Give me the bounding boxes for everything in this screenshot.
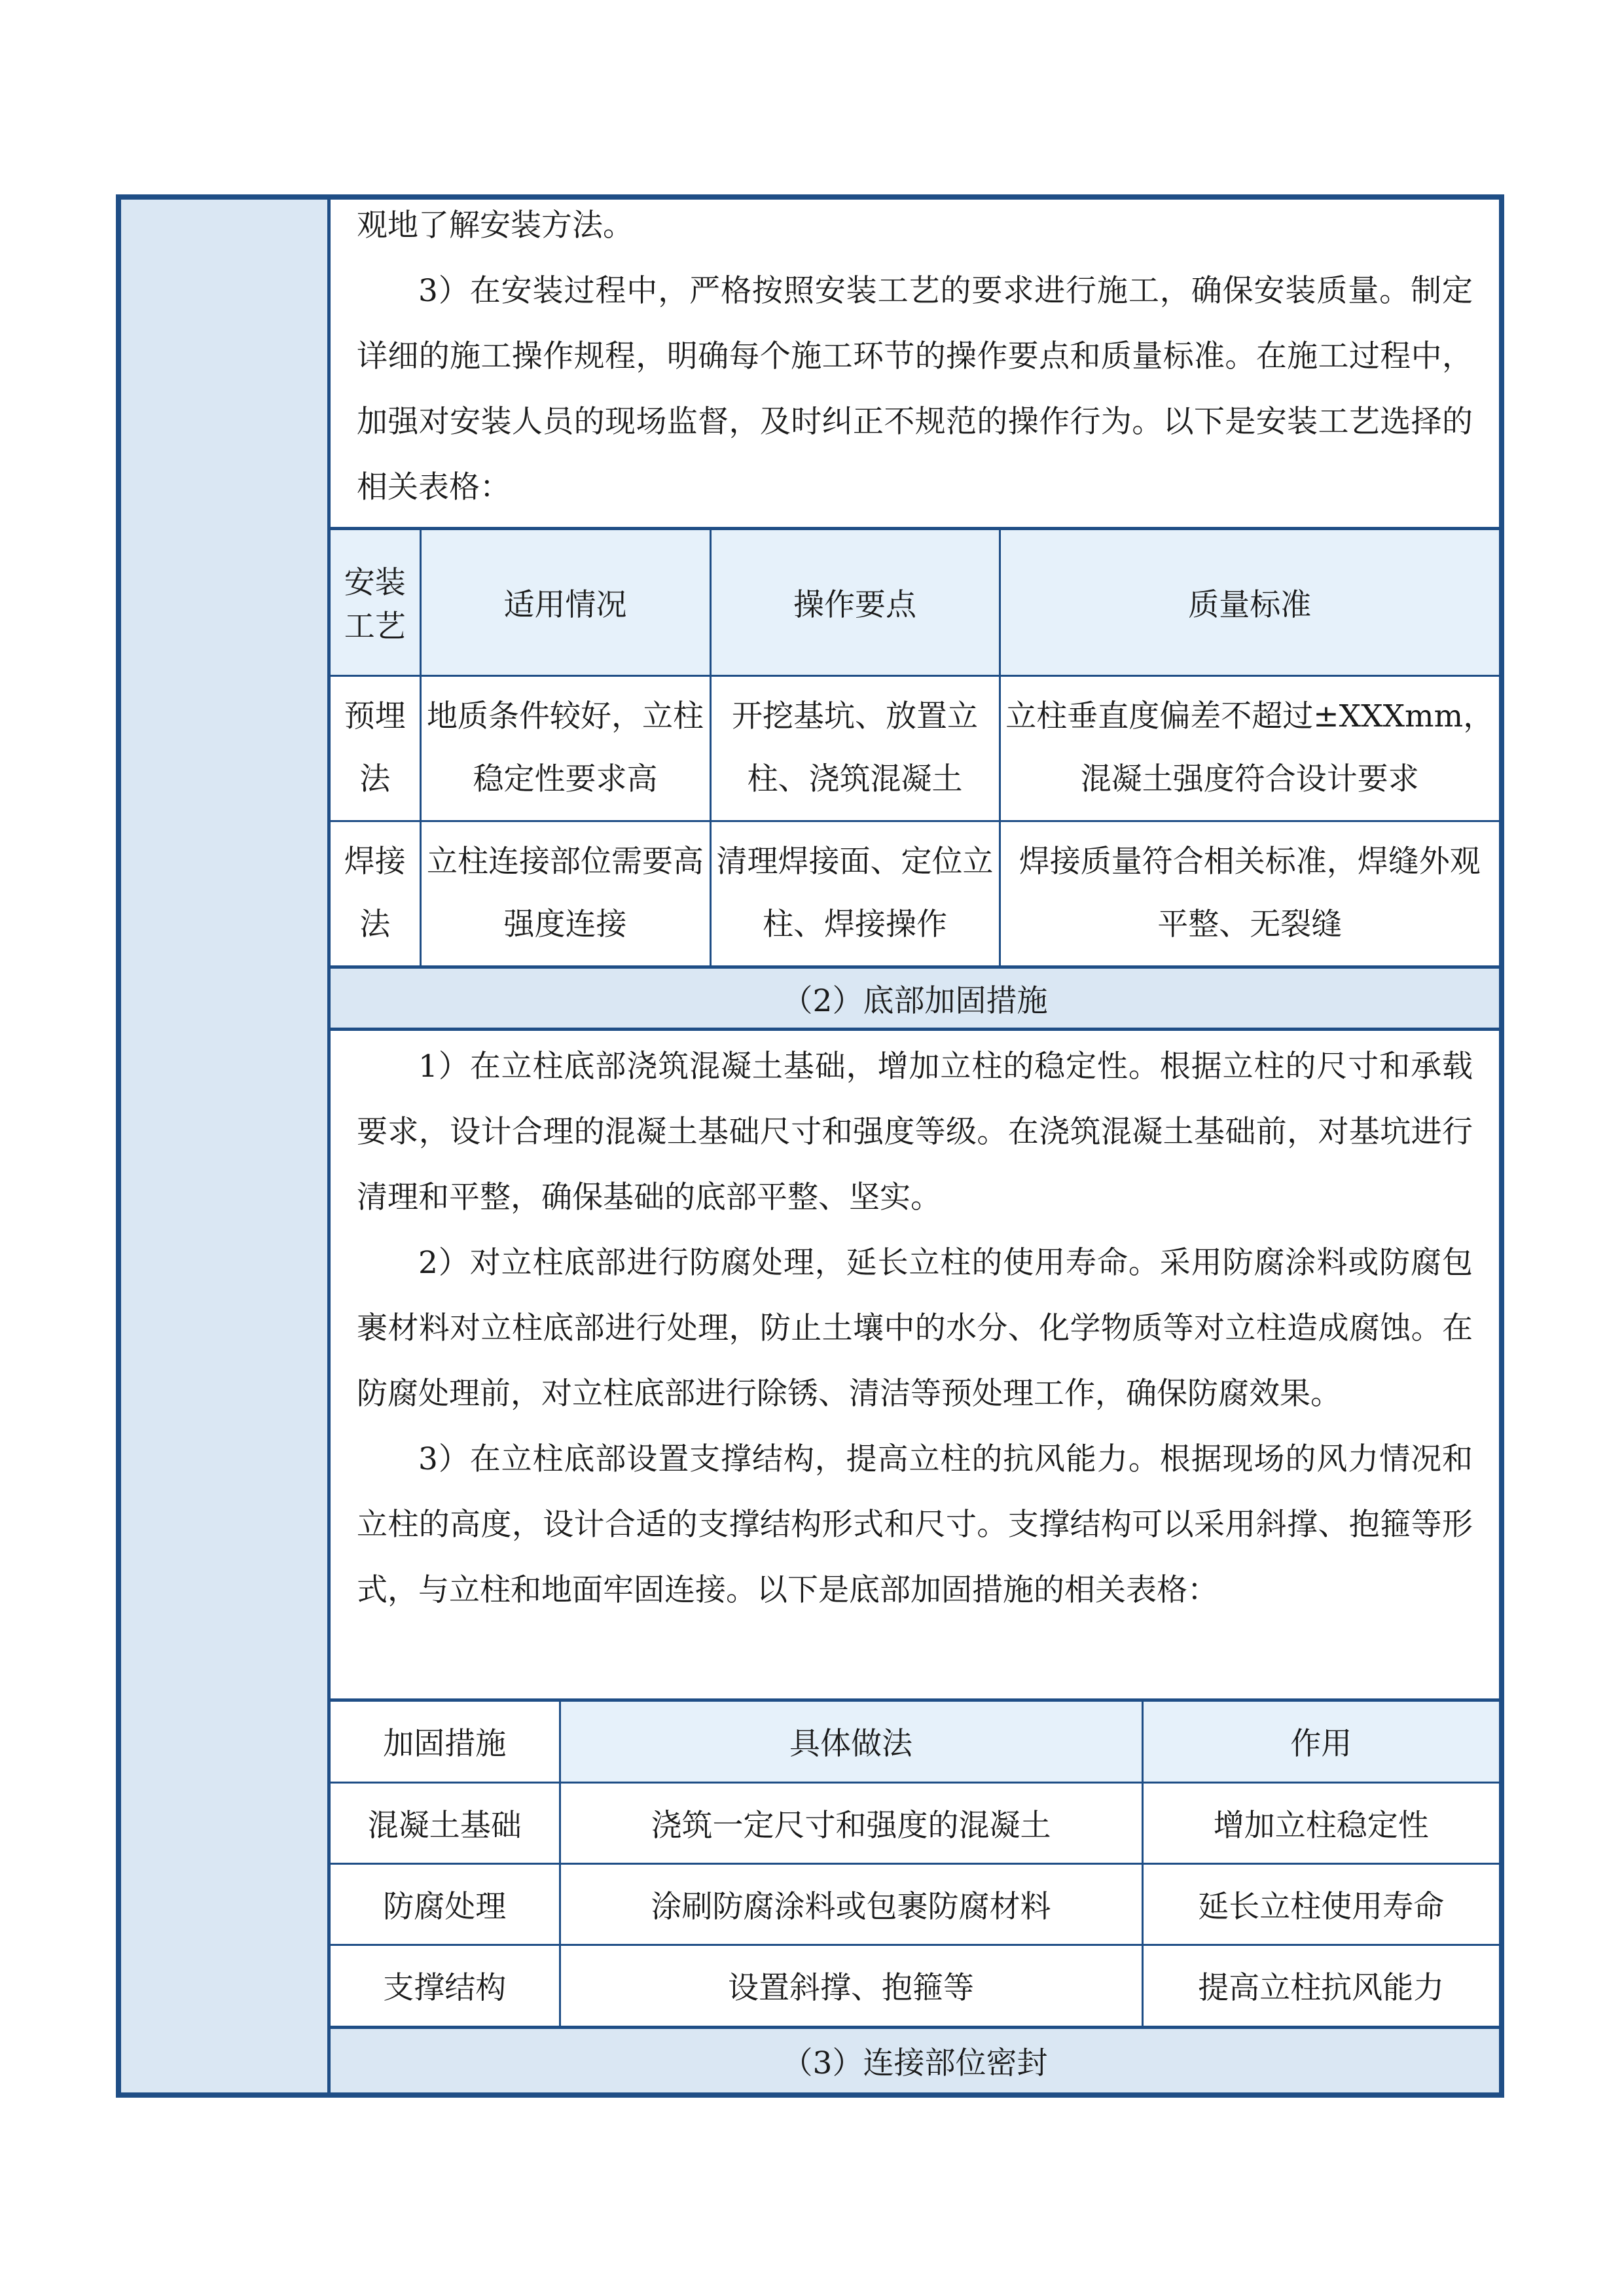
table-cell: 涂刷防腐涂料或包裹防腐材料 xyxy=(560,1863,1142,1945)
table-header-cell: 安装工艺 xyxy=(331,530,420,675)
reinforcement-table xyxy=(331,1702,1499,2026)
table-cell: 开挖基坑、放置立柱、浇筑混凝土 xyxy=(710,675,1000,821)
table-cell: 提高立柱抗风能力 xyxy=(1142,1945,1499,2026)
table-cell: 混凝土基础 xyxy=(331,1782,560,1863)
document-frame xyxy=(116,194,1504,2098)
table-cell: 焊接质量符合相关标准，焊缝外观平整、无裂缝 xyxy=(1000,821,1499,965)
table-cell: 立柱连接部位需要高强度连接 xyxy=(420,821,710,965)
table-header-cell: 适用情况 xyxy=(420,530,710,675)
table-cell: 防腐处理 xyxy=(331,1863,560,1945)
table-cell: 浇筑一定尺寸和强度的混凝土 xyxy=(560,1782,1142,1863)
content-column xyxy=(331,200,1499,2092)
section-heading-bottom-reinforcement: （2）底部加固措施 xyxy=(331,965,1499,1031)
table-cell: 地质条件较好，立柱稳定性要求高 xyxy=(420,675,710,821)
top-text-block xyxy=(331,193,1499,520)
install-method-table xyxy=(331,530,1499,965)
table-cell: 延长立柱使用寿命 xyxy=(1142,1863,1499,1945)
table-header-cell: 作用 xyxy=(1142,1702,1499,1782)
table-row xyxy=(331,1945,1499,2026)
paragraph-anticorrosion: 2）对立柱底部进行防腐处理，延长立柱的使用寿命。采用防腐涂料或防腐包裹材料对立柱底部进行处理，防止土壤中的水分、化学物质等对立柱造成腐蚀。在防腐处理前，对立柱底部进行除锈、清洁等预处理工作，确保防腐效果。 xyxy=(357,1245,1473,1412)
table-cell: 支撑结构 xyxy=(331,1945,560,2026)
paragraph-install-process: 3）在安装过程中，严格按照安装工艺的要求进行施工，确保安装质量。制定详细的施工操作规程，明确每个施工环节的操作要点和质量标准。在施工过程中，加强对安装人员的现场监督，及时纠正不规范的操作行为。以下是安装工艺选择的相关表格： xyxy=(357,273,1473,505)
table-row xyxy=(331,675,1499,821)
table-cell: 立柱垂直度偏差不超过±XXXmm，混凝土强度符合设计要求 xyxy=(1000,675,1499,821)
table-row xyxy=(331,821,1499,965)
table-header-cell: 操作要点 xyxy=(710,530,1000,675)
table-cell: 增加立柱稳定性 xyxy=(1142,1782,1499,1863)
paragraph-continuation: 观地了解安装方法。 xyxy=(357,207,634,243)
table-header-cell: 加固措施 xyxy=(331,1702,560,1782)
reinforcement-table-wrap xyxy=(331,1698,1499,2026)
paragraph-concrete-foundation: 1）在立柱底部浇筑混凝土基础，增加立柱的稳定性。根据立柱的尺寸和承载要求，设计合理的混凝土基础尺寸和强度等级。在浇筑混凝土基础前，对基坑进行清理和平整，确保基础的底部平整、坚实。 xyxy=(357,1049,1473,1215)
section-heading-joint-sealing: （3）连接部位密封 xyxy=(331,2026,1499,2092)
table-row xyxy=(331,1863,1499,1945)
table-cell: 设置斜撑、抱箍等 xyxy=(560,1945,1142,2026)
table-header-cell: 质量标准 xyxy=(1000,530,1499,675)
table-header-cell: 具体做法 xyxy=(560,1702,1142,1782)
reinforcement-text-block xyxy=(331,1034,1499,1623)
table-cell: 清理焊接面、定位立柱、焊接操作 xyxy=(710,821,1000,965)
table-row xyxy=(331,1782,1499,1863)
paragraph-support-structure: 3）在立柱底部设置支撑结构，提高立柱的抗风能力。根据现场的风力情况和立柱的高度，设计合适的支撑结构形式和尺寸。支撑结构可以采用斜撑、抱箍等形式，与立柱和地面牢固连接。以下是底部加固措施的相关表格： xyxy=(357,1441,1473,1608)
table-cell: 预埋法 xyxy=(331,675,420,821)
table-cell: 焊接法 xyxy=(331,821,420,965)
install-method-table-wrap xyxy=(331,527,1499,965)
left-category-column xyxy=(121,200,331,2092)
